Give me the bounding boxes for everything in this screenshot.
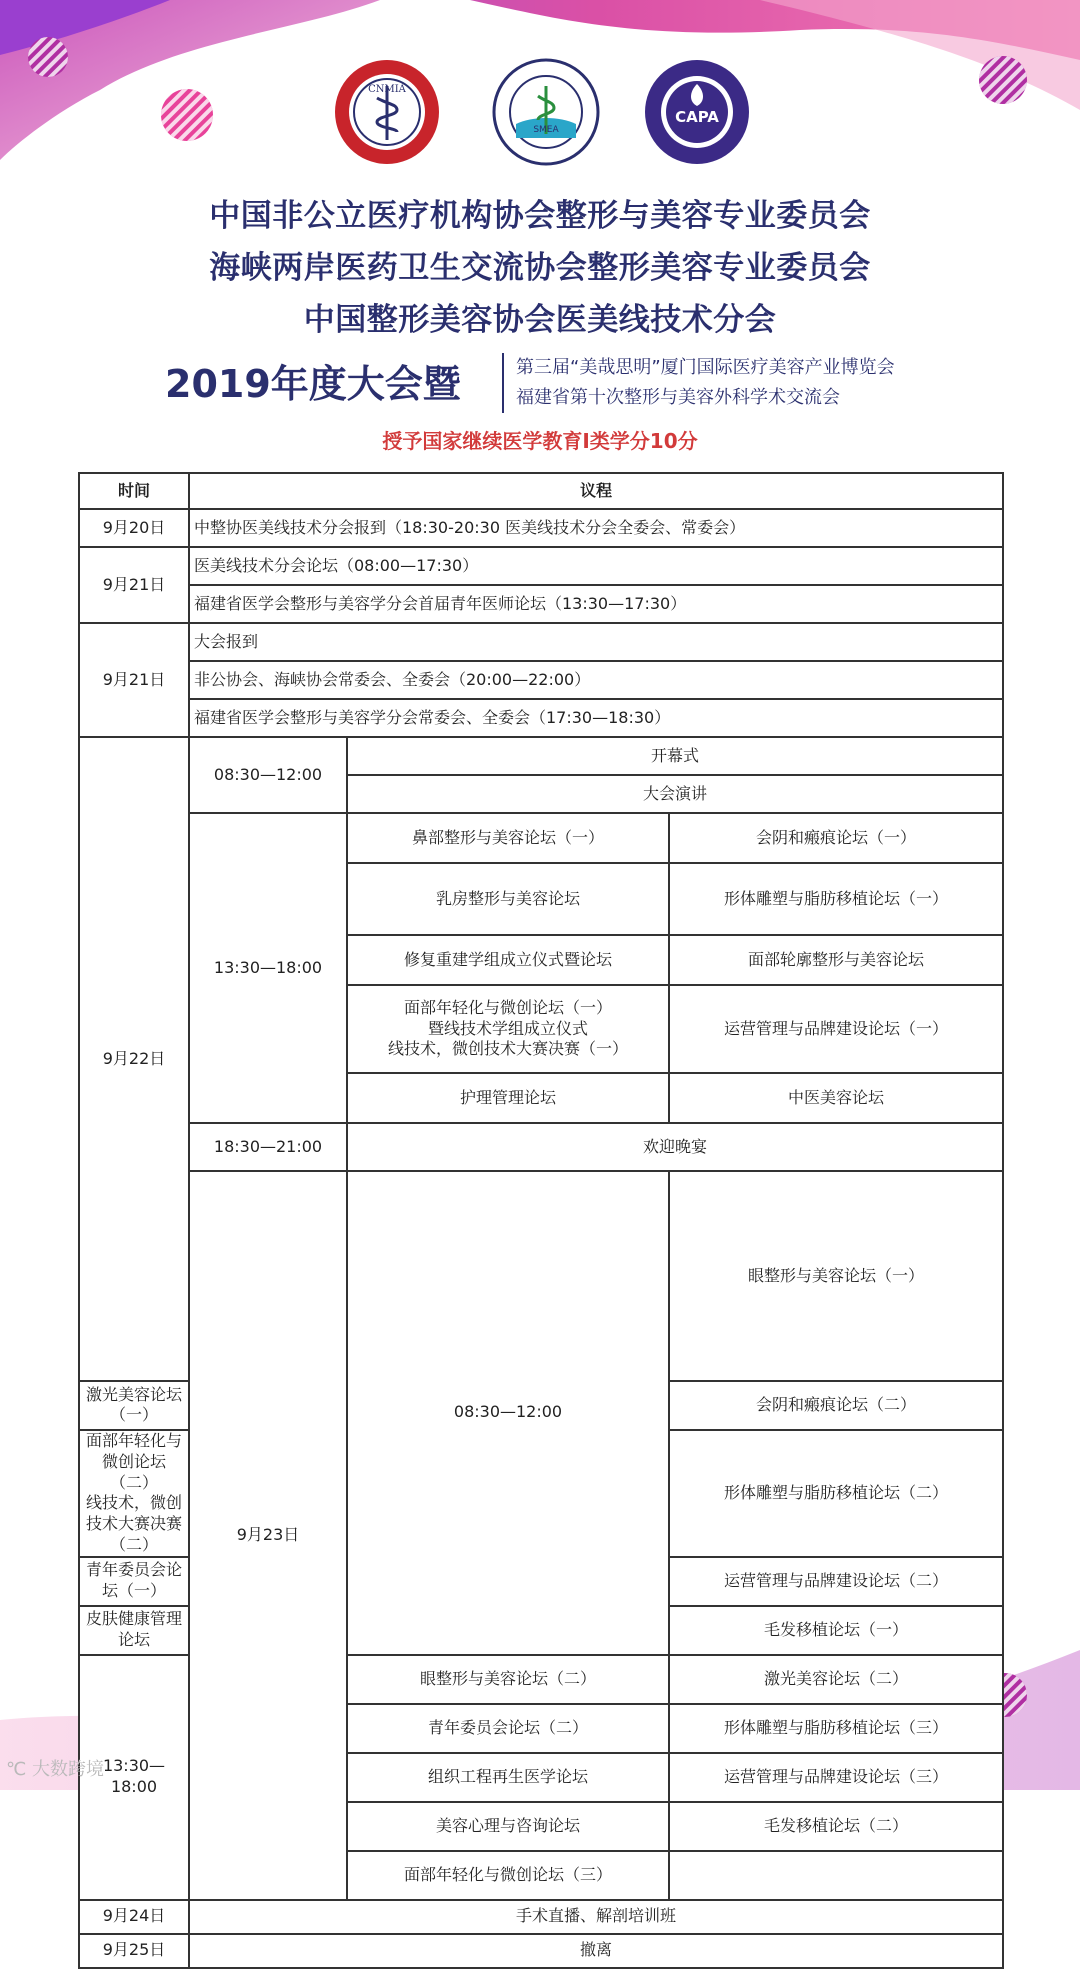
time-slot: 08:30—12:00	[347, 1171, 669, 1655]
cnmia-logo	[333, 58, 441, 166]
organizer-title-3: 中国整形美容协会医美线技术分会	[303, 302, 777, 338]
agenda-item: 医美线技术分会论坛（08:00—17:30）	[189, 547, 1003, 585]
forum-cell: 青年委员会论坛（二）	[347, 1704, 669, 1753]
agenda-item: 非公协会、海峡协会常委会、全委会（20:00—22:00）	[189, 661, 1003, 699]
forum-cell: 运营管理与品牌建设论坛（三）	[669, 1753, 1003, 1802]
conference-subtitle-1: 第三届“美哉思明”厦门国际医疗美容产业博览会	[516, 357, 895, 378]
agenda-table	[78, 472, 1004, 1969]
forum-cell	[669, 1851, 1003, 1900]
table-row	[79, 585, 1003, 623]
forum-cell: 形体雕塑与脂肪移植论坛（三）	[669, 1704, 1003, 1753]
svg-text:SMEA: SMEA	[533, 125, 559, 135]
forum-cell: 毛发移植论坛（二）	[669, 1802, 1003, 1851]
date-cell: 9月21日	[79, 547, 189, 623]
header-program: 议程	[189, 473, 1003, 509]
agenda-item: 手术直播、解剖培训班	[189, 1900, 1003, 1934]
table-row	[79, 1900, 1003, 1934]
table-row	[79, 1934, 1003, 1968]
watermark-logo-icon: ℃	[6, 1759, 27, 1780]
forum-cell: 眼整形与美容论坛（二）	[347, 1655, 669, 1704]
forum-cell: 毛发移植论坛（一）	[669, 1606, 1003, 1655]
logo-row	[0, 58, 1080, 168]
conference-divider	[502, 353, 504, 413]
date-cell: 9月20日	[79, 509, 189, 547]
time-slot: 18:30—21:00	[189, 1123, 347, 1171]
forum-cell: 形体雕塑与脂肪移植论坛（二）	[669, 1430, 1003, 1557]
date-cell: 9月23日	[189, 1171, 347, 1900]
table-row	[79, 737, 1003, 775]
time-slot: 13:30—18:00	[79, 1655, 189, 1900]
table-row	[79, 1123, 1003, 1171]
forum-cell: 运营管理与品牌建设论坛（二）	[669, 1557, 1003, 1606]
forum-cell: 运营管理与品牌建设论坛（一）	[669, 985, 1003, 1073]
forum-cell: 乳房整形与美容论坛	[347, 863, 669, 935]
forum-cell: 面部年轻化与微创论坛（二） 线技术，微创技术大赛决赛（二）	[79, 1430, 189, 1557]
agenda-item: 欢迎晚宴	[347, 1123, 1003, 1171]
svg-text:CNMIA: CNMIA	[368, 84, 406, 95]
forum-cell: 面部轮廓整形与美容论坛	[669, 935, 1003, 985]
smea-logo	[492, 58, 600, 166]
table-row	[79, 661, 1003, 699]
agenda-item: 中整协医美线技术分会报到（18:30-20:30 医美线技术分会全委会、常委会）	[189, 509, 1003, 547]
agenda-item: 开幕式	[347, 737, 1003, 775]
date-cell: 9月22日	[79, 737, 189, 1381]
date-cell: 9月25日	[79, 1934, 189, 1968]
organizer-title-2: 海峡两岸医药卫生交流协会整形美容专业委员会	[209, 250, 871, 286]
forum-cell: 鼻部整形与美容论坛（一）	[347, 813, 669, 863]
forum-cell: 眼整形与美容论坛（一）	[669, 1171, 1003, 1381]
time-slot: 08:30—12:00	[189, 737, 347, 813]
forum-cell: 激光美容论坛（一）	[79, 1381, 189, 1430]
watermark	[6, 1755, 104, 1781]
date-cell: 9月21日	[79, 623, 189, 737]
forum-cell: 形体雕塑与脂肪移植论坛（一）	[669, 863, 1003, 935]
forum-cell: 激光美容论坛（二）	[669, 1655, 1003, 1704]
agenda-item: 大会报到	[189, 623, 1003, 661]
organizer-title-1: 中国非公立医疗机构协会整形与美容专业委员会	[209, 198, 871, 234]
agenda-item: 福建省医学会整形与美容学分会首届青年医师论坛（13:30—17:30）	[189, 585, 1003, 623]
forum-cell: 面部年轻化与微创论坛（一） 暨线技术学组成立仪式 线技术，微创技术大赛决赛（一）	[347, 985, 669, 1073]
header-time: 时间	[79, 473, 189, 509]
conference-main-title: 2019年度大会暨	[165, 362, 461, 406]
capa-logo	[643, 58, 751, 166]
forum-cell: 会阴和瘢痕论坛（一）	[669, 813, 1003, 863]
agenda-item: 福建省医学会整形与美容学分会常委会、全委会（17:30—18:30）	[189, 699, 1003, 737]
table-row	[79, 813, 1003, 863]
forum-cell: 修复重建学组成立仪式暨论坛	[347, 935, 669, 985]
conference-heading	[150, 345, 950, 415]
date-cell: 9月24日	[79, 1900, 189, 1934]
table-header-row	[79, 473, 1003, 509]
forum-cell: 护理管理论坛	[347, 1073, 669, 1123]
svg-text:CAPA: CAPA	[675, 108, 719, 126]
agenda-item: 大会演讲	[347, 775, 1003, 813]
time-slot: 13:30—18:00	[189, 813, 347, 1123]
forum-cell: 青年委员会论坛（一）	[79, 1557, 189, 1606]
table-row	[79, 623, 1003, 661]
forum-cell: 组织工程再生医学论坛	[347, 1753, 669, 1802]
conference-subtitle-2: 福建省第十次整形与美容外科学术交流会	[516, 387, 840, 408]
forum-cell: 美容心理与咨询论坛	[347, 1802, 669, 1851]
forum-cell: 皮肤健康管理论坛	[79, 1606, 189, 1655]
table-row	[79, 509, 1003, 547]
table-row	[79, 699, 1003, 737]
forum-cell: 中医美容论坛	[669, 1073, 1003, 1123]
table-row	[79, 1171, 1003, 1381]
table-row	[79, 547, 1003, 585]
forum-cell: 面部年轻化与微创论坛（三）	[347, 1851, 669, 1900]
forum-cell: 会阴和瘢痕论坛（二）	[669, 1381, 1003, 1430]
agenda-item: 撤离	[189, 1934, 1003, 1968]
credit-note: 授予国家继续医学教育I类学分10分	[382, 429, 698, 453]
watermark-text: 大数跨境	[31, 1759, 104, 1780]
